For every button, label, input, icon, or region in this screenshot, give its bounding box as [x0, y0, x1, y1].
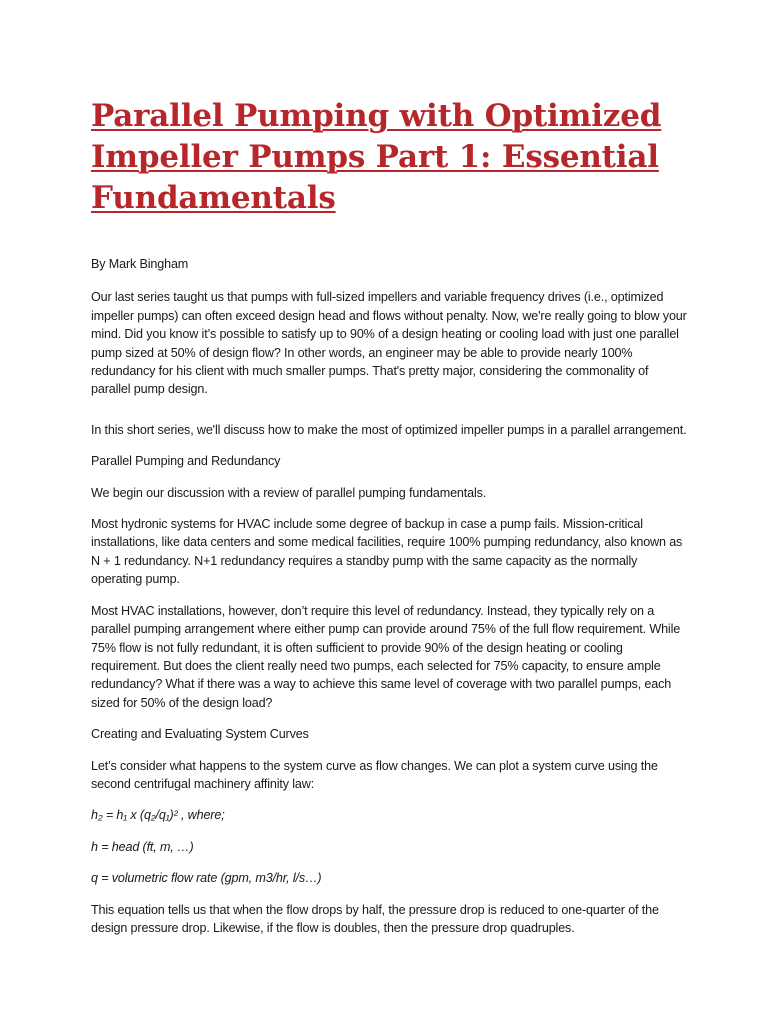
byline: By Mark Bingham	[91, 257, 189, 271]
equation-affinity-law: h₂ = h₁ x (q₂/q₁)² , where;	[91, 808, 225, 823]
paragraph-hvac: Most HVAC installations, however, don’t require this level of redundancy. Instead, they typically rely on a parallel pumping arrangement where either pump can provide around 75% of the full flow requirement. While 75% flow is not fully redundant, it is often sufficient to provide 90% of the design heating or cooling requirement. But does the client really need two pumps, each selected for 75% capacity, to ensure ample redundancy? What if there was a way to achieve this same level of coverage with two parallel pumps, each sized for 50% of the design load?	[91, 603, 681, 710]
section-heading-redundancy: Parallel Pumping and Redundancy	[91, 454, 281, 469]
paragraph-equation-meaning: This equation tells us that when the flow drops by half, the pressure drop is reduced to one-quarter of the design pressure drop. Likewise, if the flow is doubles, then the pressure drop quadruples.	[91, 902, 659, 935]
article-title[interactable]: Parallel Pumping with Optimized Impeller Pumps Part 1: Essential Fundamentals	[91, 98, 662, 216]
paragraph-hydronic: Most hydronic systems for HVAC include some degree of backup in case a pump fails. Mission-critical installations, like data centers and some medical facilities, require 100% pumping redundancy, also known as N + 1 redundancy. N+1 redundancy requires a standby pump with the same capacity as the normally operating pump.	[91, 517, 683, 587]
paragraph-intro: Our last series taught us that pumps with full-sized impellers and variable frequency drives (i.e., optimized impeller pumps) can often exceed design head and flows without penalty. Now, we're really going to blow your mind. Did you know it’s possible to satisfy up to 90% of a design heating or cooling load with just one parallel pump sized at 50% of design flow? In other words, an engineer may be able to provide nearly 100% redundancy for his client with much smaller pumps. That's pretty major, considering the commonality of parallel pump design.	[91, 290, 687, 397]
paragraph-series: In this short series, we'll discuss how to make the most of optimized impeller pumps in a parallel arrangement.	[91, 422, 687, 437]
paragraph-fundamentals: We begin our discussion with a review of parallel pumping fundamentals.	[91, 485, 487, 500]
section-heading-system-curves: Creating and Evaluating System Curves	[91, 727, 309, 742]
paragraph-affinity: Let’s consider what happens to the system curve as flow changes. We can plot a system curve using the second centrifugal machinery affinity law:	[91, 758, 658, 791]
definition-flow-rate: q = volumetric flow rate (gpm, m3/hr, l/s…)	[91, 871, 322, 886]
definition-head: h = head (ft, m, …)	[91, 839, 194, 854]
document-page	[91, 96, 691, 950]
